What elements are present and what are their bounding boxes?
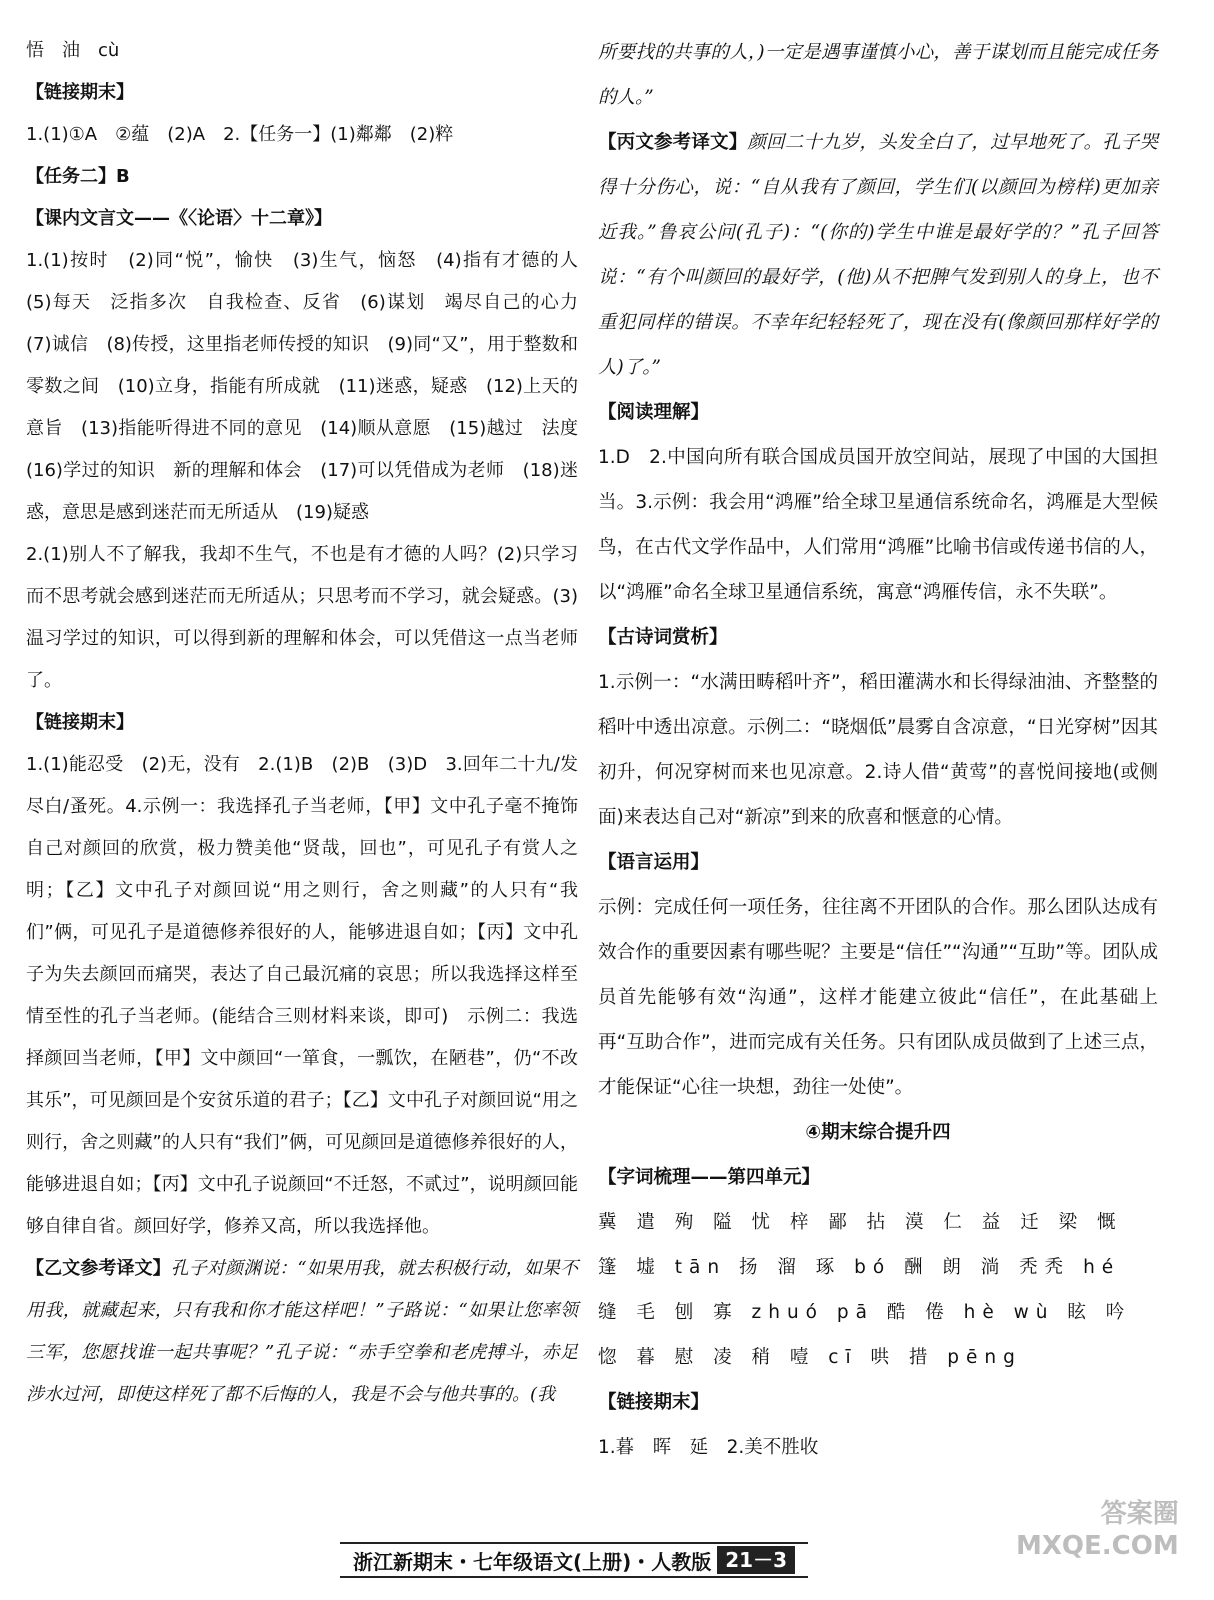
section-heading: 【古诗词赏析】 bbox=[598, 627, 728, 648]
section-heading: 【课内文言文——《〈论语〉十二章》】 bbox=[26, 208, 332, 229]
answer-paragraph: 示例：完成任何一项任务，往往离不开团队的合作。那么团队达成有效合作的重要因素有哪些呢？主要是“信任”“沟通”“互助”等。团队成员首先能够有效“沟通”，这样才能建立彼此“信任”，在此基础上再“互助合作”，进而完成有关任务。只有团队成员做到了上述三点，才能保证“心往一块想，劲往一处使”。 bbox=[598, 897, 1158, 1098]
watermark-line1: 答案圈 bbox=[1100, 1499, 1179, 1529]
footer-title: 浙江新期末・七年级语文(上册)・人教版 bbox=[352, 1549, 712, 1574]
section-heading: 【链接期末】 bbox=[598, 1392, 710, 1413]
answer-paragraph: 1.示例一：“水满田畴稻叶齐”，稻田灌满水和长得绿油油、齐整整的稻叶中透出凉意。示例二：“晓烟低”晨雾自含凉意，“日光穿树”因其初升，何况穿树而来也见凉意。2.诗人借“黄莺”的喜悦间接地(或侧面)来表达自己对“新凉”到来的欣喜和惬意的心情。 bbox=[598, 672, 1158, 828]
left-column bbox=[26, 30, 596, 1416]
answer-paragraph: 1.暮 晖 延 2.美不胜收 bbox=[598, 1437, 819, 1458]
translation-text: 所要找的共事的人，)一定是遇事谨慎小心，善于谋划而且能完成任务的人。” bbox=[598, 42, 1158, 108]
character-list: 冀 遣 殉 隘 忧 梓 鄙 拈 漠 仁 益 迁 梁 慨 篷 墟 tān 扬 溜 琢 bó 酬 朗 淌 秃秃 hé 缝 毛 刨 寡 zhuó pā 酷 倦 hè wù 眩 吟 惚 暮 慰 凌 稍 噎 cī 哄 措 pēng bbox=[598, 1212, 1132, 1368]
answer-paragraph: 1.(1)能忍受 (2)无，没有 2.(1)B (2)B (3)D 3.回年二十九/发尽白/蚤死。4.示例一：我选择孔子当老师，【甲】文中孔子毫不掩饰自己对颜回的欣赏，极力赞美他“贤哉，回也”，可见孔子有赏人之明；【乙】文中孔子对颜回说“用之则行，舍之则藏”的人只有“我们”俩，可见孔子是道德修养很好的人，能够进退自如；【丙】文中孔子为失去颜回而痛哭，表达了自己最沉痛的哀思；所以我选择这样至情至性的孔子当老师。(能结合三则材料来谈，即可) 示例二：我选择颜回当老师，【甲】文中颜回“一箪食，一瓢饮，在陋巷”，仍“不改其乐”，可见颜回是个安贫乐道的君子；【乙】文中孔子对颜回说“用之则行，舍之则藏”的人只有“我们”俩，可见颜回是道德修养很好的人，能够进退自如；【丙】文中孔子说颜回“不迁怒，不贰过”，说明颜回能够自律自省。颜回好学，修养又高，所以我选择他。 bbox=[26, 754, 578, 1237]
right-column bbox=[598, 30, 1158, 1470]
translation-heading: 【乙文参考译文】 bbox=[26, 1258, 171, 1279]
chapter-title: ④期末综合提升四 bbox=[805, 1122, 951, 1143]
section-heading: 【阅读理解】 bbox=[598, 402, 710, 423]
translation-heading: 【丙文参考译文】 bbox=[598, 132, 748, 153]
section-heading: 【链接期末】 bbox=[26, 712, 134, 733]
page-number: 21－3 bbox=[717, 1546, 795, 1574]
watermark bbox=[1016, 1498, 1179, 1562]
section-heading: 【字词梳理——第四单元】 bbox=[598, 1167, 821, 1188]
translation-paragraph bbox=[598, 120, 1158, 390]
answer-paragraph: 1.(1)按时 (2)同“悦”，愉快 (3)生气，恼怒 (4)指有才德的人 (5)每天 泛指多次 自我检查、反省 (6)谋划 竭尽自己的心力 (7)诚信 (8)传授，这里指老师传授的知识 (9)同“又”，用于整数和零数之间 (10)立身，指能有所成就 (11)迷惑，疑惑 (12)上天的意旨 (13)指能听得进不同的意见 (14)顺从意愿 (15)越过 法度 (16)学过的知识 新的理解和体会 (17)可以凭借成为老师 (18)迷惑，意思是感到迷茫而无所适从 (19)疑惑 bbox=[26, 250, 596, 523]
page-footer bbox=[340, 1542, 808, 1578]
section-heading: 【链接期末】 bbox=[26, 82, 134, 103]
answer-paragraph: 2.(1)别人不了解我，我却不生气，不也是有才德的人吗？(2)只学习而不思考就会感到迷茫而无所适从；只思考而不学习，就会疑惑。(3)温习学过的知识，可以得到新的理解和体会，可以凭借这一点当老师了。 bbox=[26, 544, 578, 691]
section-heading: 【语言运用】 bbox=[598, 852, 710, 873]
translation-paragraph bbox=[26, 1248, 578, 1416]
answer-paragraph: 1.(1)①A ②蕴 (2)A 2.【任务一】(1)鄰鄰 (2)粹 bbox=[26, 124, 454, 145]
answer-paragraph: 悟 油 cù bbox=[26, 40, 120, 61]
translation-text: 孔子对颜渊说：“如果用我，就去积极行动，如果不用我，就藏起来，只有我和你才能这样吧！”子路说：“如果让您率领三军，您愿找谁一起共事呢？”孔子说：“赤手空拳和老虎搏斗，赤足涉水过河，即使这样死了都不后悔的人，我是不会与他共事的。(我 bbox=[26, 1258, 579, 1405]
watermark-line2: MXQE.COM bbox=[1016, 1531, 1179, 1561]
section-heading: 【任务二】B bbox=[26, 166, 130, 187]
translation-text: 颜回二十九岁，头发全白了，过早地死了。孔子哭得十分伤心，说：“自从我有了颜回，学生们(以颜回为榜样)更加亲近我。”鲁哀公问(孔子)：“(你的)学生中谁是最好学的？”孔子回答说：“有个叫颜回的最好学，(他)从不把脾气发到别人的身上，也不重犯同样的错误。不幸年纪轻轻死了，现在没有(像颜回那样好学的人)了。” bbox=[598, 132, 1158, 378]
answer-paragraph: 1.D 2.中国向所有联合国成员国开放空间站，展现了中国的大国担当。3.示例：我会用“鸿雁”给全球卫星通信系统命名，鸿雁是大型候鸟，在古代文学作品中，人们常用“鸿雁”比喻书信或传递书信的人，以“鸿雁”命名全球卫星通信系统，寓意“鸿雁传信，永不失联”。 bbox=[598, 447, 1158, 603]
